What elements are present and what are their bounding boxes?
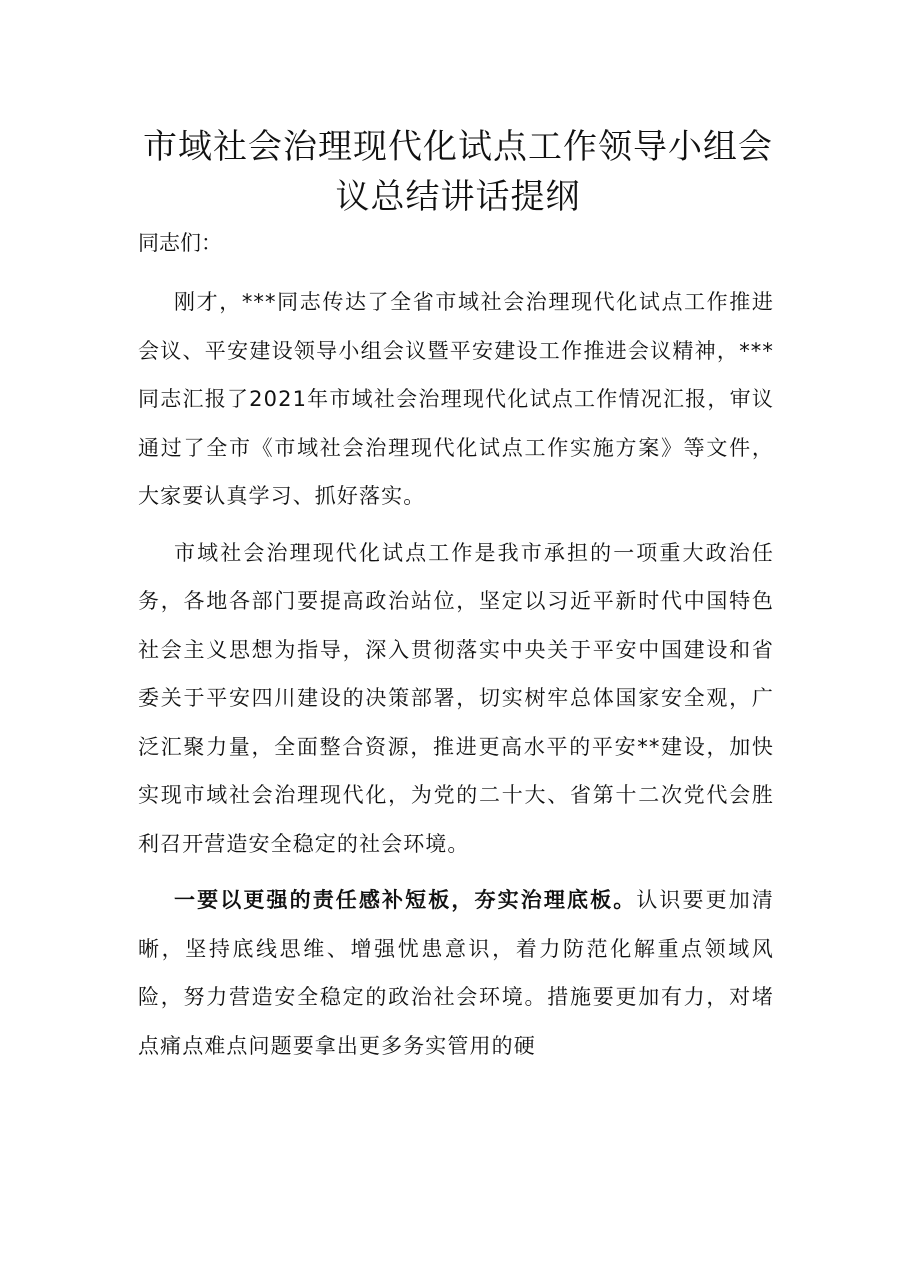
paragraph-1 <box>138 278 774 521</box>
greeting: 同志们： <box>138 231 222 255</box>
paragraph-2 <box>138 529 774 869</box>
document-body <box>138 220 774 1078</box>
paragraph-2-text: 市域社会治理现代化试点工作是我市承担的一项重大政治任务，各地各部门要提高政治站位，坚定以习近平新时代中国特色社会主义思想为指导，深入贯彻落实中央关于平安中国建设和省委关于平安四川建设的决策部署，切实树牢总体国家安全观，广泛汇聚力量，全面整合资源，推进更高水平的平安**建设，加快实现市域社会治理现代化，为党的二十大、省第十二次党代会胜利召开营造安全稳定的社会环境。 <box>138 540 774 856</box>
paragraph-3-heading: 一要以更强的责任感补短板，夯实治理底板。 <box>174 888 637 912</box>
paragraph-3-text: 认识要更加清晰，坚持底线思维、增强忧患意识，着力防范化解重点领域风险，努力营造安全稳定的政治社会环境。措施要更加有力，对堵点痛点难点问题要拿出更多务实管用的硬 <box>138 888 774 1058</box>
paragraph-3 <box>138 876 774 1070</box>
paragraph-1-text: 刚才，***同志传达了全省市域社会治理现代化试点工作推进会议、平安建设领导小组会议暨平安建设工作推进会议精神，***同志汇报了2021年市域社会治理现代化试点工作情况汇报，审议通过了全市《市域社会治理现代化试点工作实施方案》等文件，大家要认真学习、抓好落实。 <box>138 290 774 508</box>
document-title: 市域社会治理现代化试点工作领导小组会议总结讲话提纲 <box>143 127 773 217</box>
